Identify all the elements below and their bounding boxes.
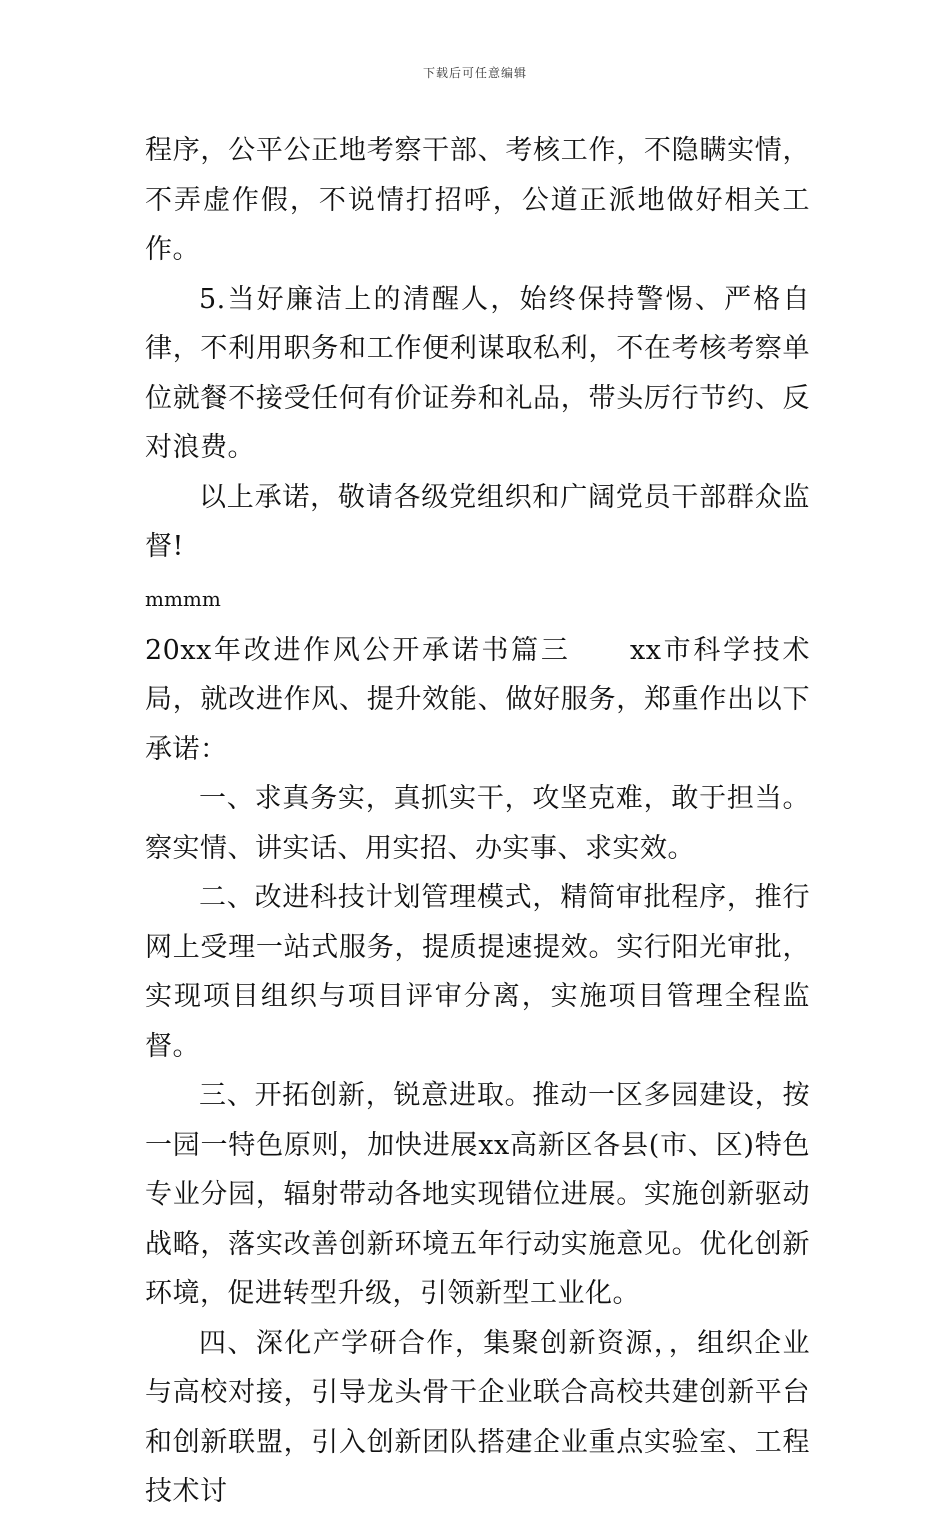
paragraph-item-3: 三、开拓创新，锐意进取。推动一区多园建设，按一园一特色原则，加快进展xx高新区各县(市、区)特色专业分园，辐射带动各地实现错位进展。实施创新驱动战略，落实改善创新环境五年行动实施意见。优化创新环境，促进转型升级，引领新型工业化。	[145, 1080, 810, 1309]
paragraph-item-1: 一、求真务实，真抓实干，攻坚克难，敢于担当。察实情、讲实话、用实招、办实事、求实效。	[145, 783, 810, 864]
paragraph-continuation: 程序，公平公正地考察干部、考核工作，不隐瞒实情，不弄虚作假，不说情打招呼，公道正派地做好相关工作。	[145, 135, 810, 265]
paragraph-closing: 以上承诺，敬请各级党组织和广阔党员干部群众监督!	[145, 481, 810, 562]
paragraph-item-4: 四、深化产学研合作，集聚创新资源，，组织企业与高校对接，引导龙头骨干企业联合高校共建创新平台和创新联盟，引入创新团队搭建企业重点实验室、工程技术讨	[145, 1327, 810, 1507]
document-body	[145, 126, 810, 1517]
paragraph-item-5: 5.当好廉洁上的清醒人，始终保持警惕、严格自律，不利用职务和工作便利谋取私利，不在考核考察单位就餐不接受任何有价证券和礼品，带头厉行节约、反对浪费。	[145, 283, 810, 463]
paragraph-item-2: 二、改进科技计划管理模式，精简审批程序，推行网上受理一站式服务，提质提速提效。实行阳光审批，实现项目组织与项目评审分离，实施项目管理全程监督。	[145, 882, 810, 1062]
paragraph-section-title: 20xx年改进作风公开承诺书篇三 xx市科学技术局，就改进作风、提升效能、做好服务，郑重作出以下承诺：	[145, 634, 810, 765]
page-header: 下载后可任意编辑	[422, 66, 527, 80]
paragraph-mark: mmmm	[145, 586, 221, 611]
